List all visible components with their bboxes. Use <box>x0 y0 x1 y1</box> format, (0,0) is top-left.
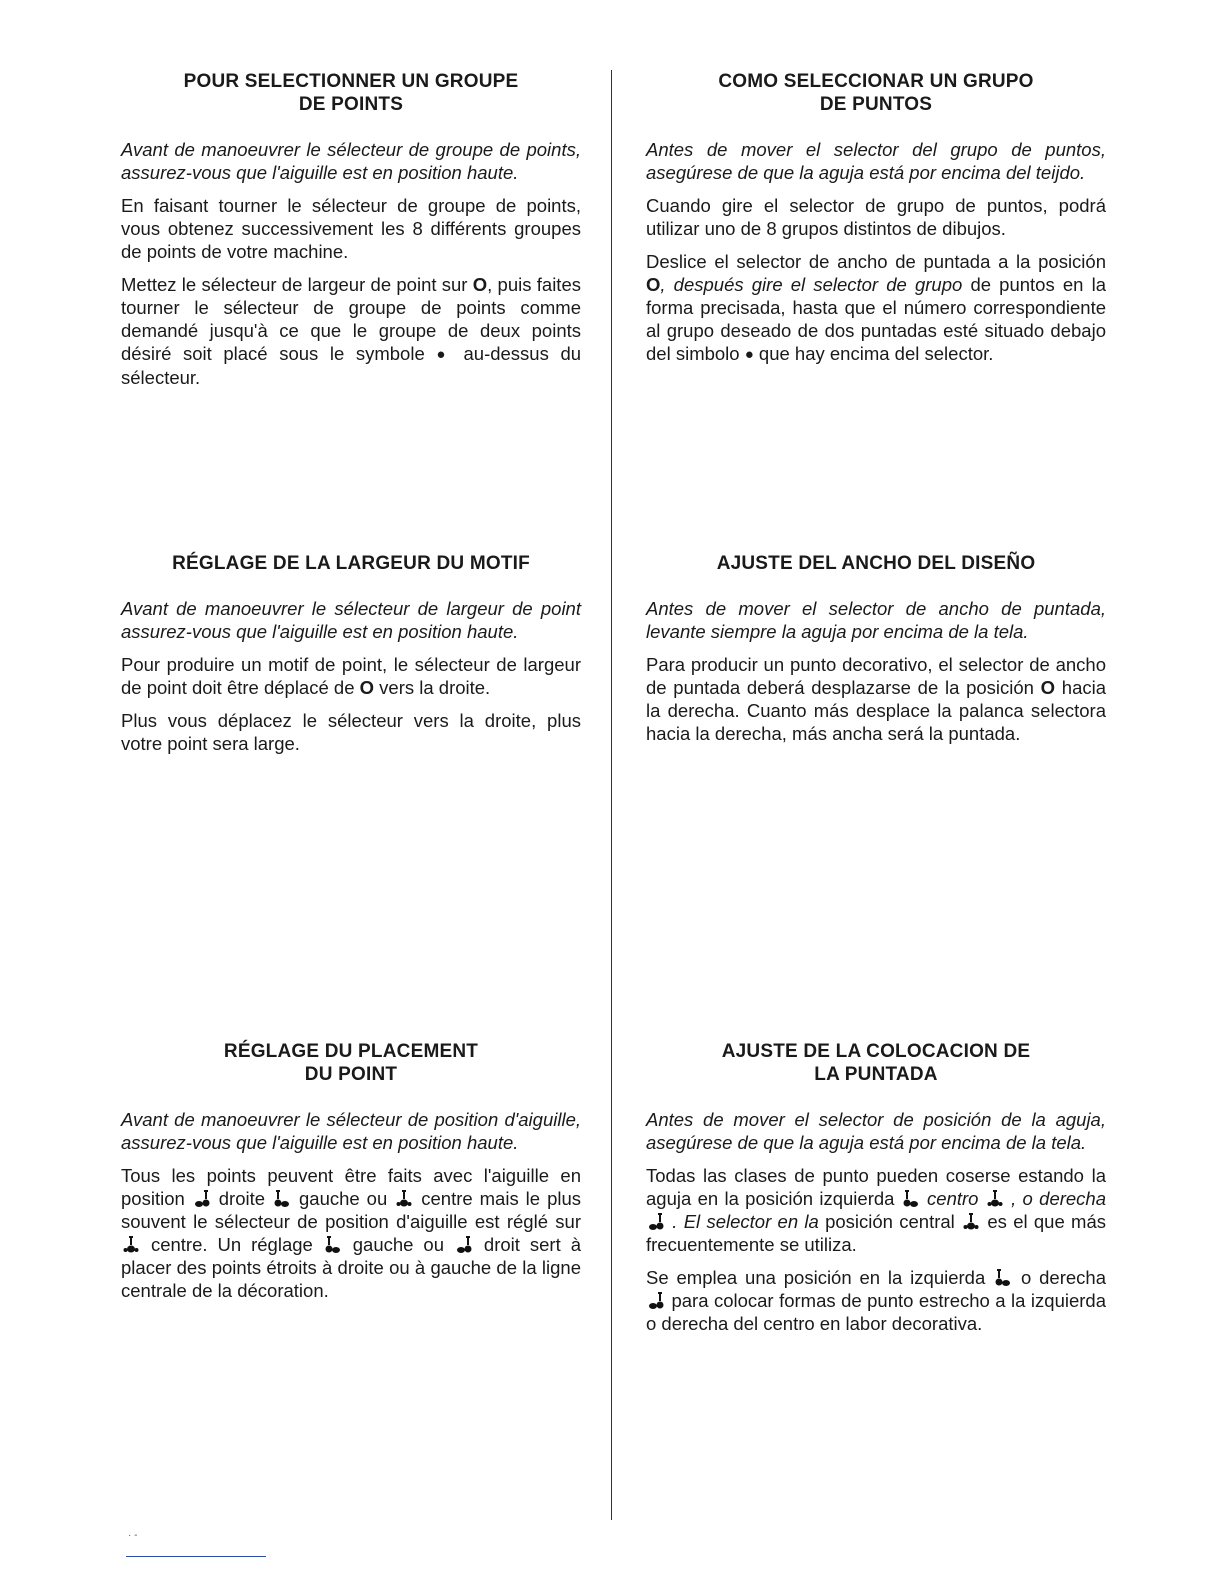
needle-right-icon <box>648 1292 664 1310</box>
needle-right-icon <box>194 1190 210 1208</box>
needle-center-icon <box>396 1190 412 1208</box>
es-section-select-group <box>646 70 1106 376</box>
needle-left-icon <box>274 1190 290 1208</box>
fr-paragraph: Plus vous déplacez le sélecteur vers la droite, plus votre point sera large. <box>121 710 581 754</box>
fr-heading-width: RÉGLAGE DE LA LARGEUR DU MOTIF <box>172 553 530 574</box>
es-paragraph: Deslice el selector de ancho de puntada a la posición O, después gire el selector de grupo de puntos en la forma precisada, hasta que el número correspondiente al grupo deseado de dos puntadas esté situado debajo del simbolo ● que hay encima del selector. <box>646 251 1106 364</box>
fr-paragraph: En faisant tourner le sélecteur de groupe de points, vous obtenez successivement les 8 différents groupes de points de votre machine. <box>121 195 581 262</box>
es-paragraph: Antes de mover el selector de ancho de puntada, levante siempre la aguja por encima de la tela. <box>646 598 1106 642</box>
fr-section-select-group <box>121 70 581 399</box>
footer-rule <box>126 1556 266 1557</box>
es-heading-width: AJUSTE DEL ANCHO DEL DISEÑO <box>716 553 1036 574</box>
fr-paragraph: Avant de manoeuvrer le sélecteur de largeur de point assurez-vous que l'aiguille est en position haute. <box>121 598 581 642</box>
needle-right-icon <box>456 1236 472 1254</box>
es-heading-select-group: COMO SELECCIONAR UN GRUPO DE PUNTOS <box>718 71 1034 115</box>
es-paragraph: Antes de mover el selector del grupo de puntos, asegúrese de que la aguja está por encima del teijdo. <box>646 139 1106 183</box>
fr-section-placement <box>121 1040 581 1312</box>
dot-symbol-icon: ● <box>436 346 452 363</box>
fr-paragraph: Pour produire un motif de point, le sélecteur de largeur de point doit être déplacé de O vers la droite. <box>121 654 581 698</box>
es-paragraph: Antes de mover el selector de posición de la aguja, asegúrese de que la aguja está por encima de la tela. <box>646 1109 1106 1153</box>
es-paragraph: Se emplea una posición en la izquierda o derecha para colocar formas de punto estrecho a la izquierda o derecha del centro en labor decorativa. <box>646 1267 1106 1334</box>
needle-center-icon <box>987 1190 1003 1208</box>
needle-right-icon <box>648 1213 664 1231</box>
fr-heading-select-group: POUR SELECTIONNER UN GROUPE DE POINTS <box>183 71 519 115</box>
needle-left-icon <box>325 1236 341 1254</box>
needle-left-icon <box>903 1190 919 1208</box>
fr-paragraph: Tous les points peuvent être faits avec l'aiguille en position droite gauche ou centre mais le plus souvent le sélecteur de position d'aiguille est réglé sur centre. Un réglage gauche ou droit sert à placer des points étroits à droite ou à gauche de la ligne centrale de la décoration. <box>121 1165 582 1301</box>
fr-heading-placement: RÉGLAGE DU PLACEMENT DU POINT <box>223 1041 479 1085</box>
es-section-width <box>646 552 1106 755</box>
es-paragraph: Cuando gire el selector de grupo de puntos, podrá utilizar uno de 8 grupos distintos de dibujos. <box>646 195 1106 239</box>
fr-section-width <box>121 552 581 765</box>
es-section-placement <box>646 1040 1106 1345</box>
fr-paragraph: Avant de manoeuvrer le sélecteur de groupe de points, assurez-vous que l'aiguille est en position haute. <box>121 139 581 183</box>
needle-center-icon <box>123 1236 139 1254</box>
fr-paragraph: Avant de manoeuvrer le sélecteur de position d'aiguille, assurez-vous que l'aiguille est en position haute. <box>121 1109 581 1153</box>
es-paragraph: Todas las clases de punto pueden coserse estando la aguja en la posición izquierda centro , o derecha . El selector en la posición central es el que más frecuentemente se utiliza. <box>646 1165 1107 1255</box>
column-divider <box>611 70 612 1520</box>
needle-center-icon <box>963 1213 979 1231</box>
needle-left-icon <box>995 1269 1011 1287</box>
dot-symbol-icon: ● <box>744 346 754 363</box>
footer-mark: · - <box>128 1530 138 1541</box>
es-heading-placement: AJUSTE DE LA COLOCACION DE LA PUNTADA <box>721 1041 1031 1085</box>
es-paragraph: Para producir un punto decorativo, el selector de ancho de puntada deberá desplazarse de la posición O hacia la derecha. Cuanto más desplace la palanca selectora hacia la derecha, más ancha será la puntada. <box>646 654 1107 744</box>
fr-paragraph: Mettez le sélecteur de largeur de point sur O, puis faites tourner le sélecteur de groupe de points comme demandé jusqu'à ce que le groupe de deux points désiré soit placé sous le symbole ● au-dessus du sélecteur. <box>121 274 582 388</box>
